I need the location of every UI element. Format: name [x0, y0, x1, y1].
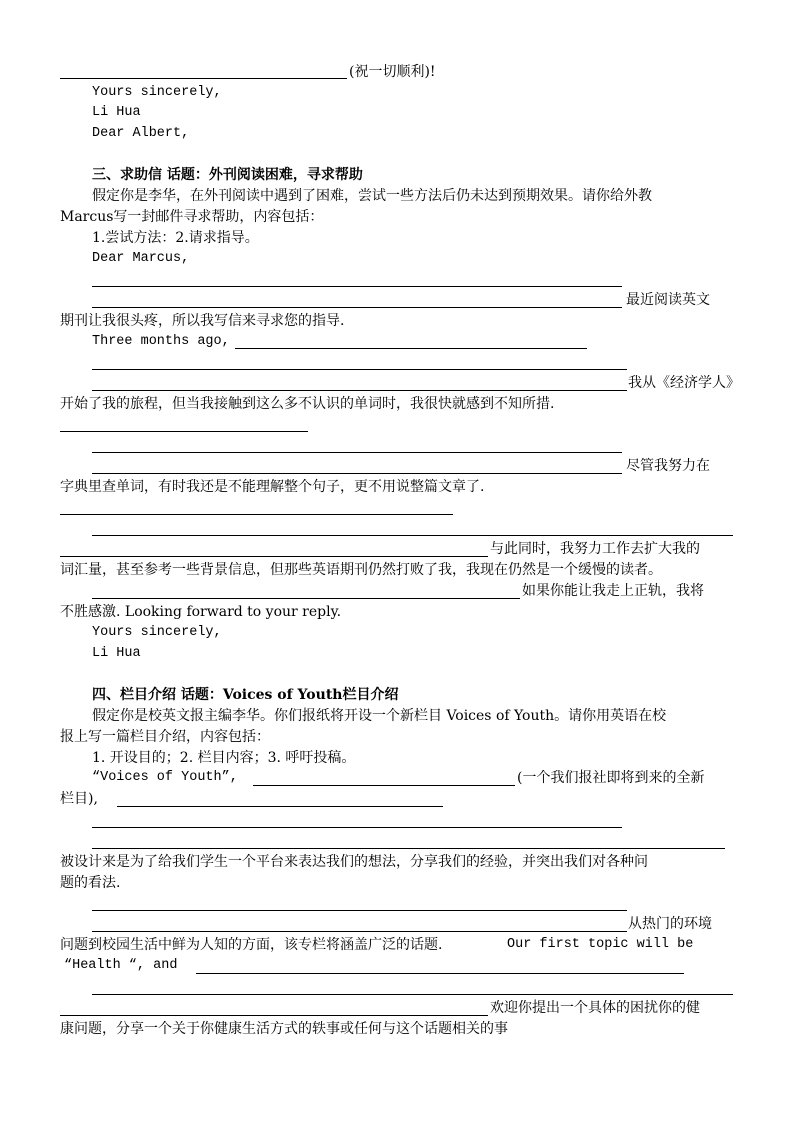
hint-text: 欢迎你提出一个具体的困扰你的健	[490, 1000, 700, 1016]
hint-text: 我从《经济学人》	[628, 375, 740, 391]
salutation: Dear Marcus,	[92, 251, 190, 266]
answer-line[interactable]	[92, 307, 622, 308]
answer-line[interactable]	[60, 78, 347, 79]
content-points: 1. 开设目的；2. 栏目内容；3. 呼吁投稿。	[92, 750, 356, 766]
hint-text: 尽管我努力在	[626, 458, 710, 474]
hint-text: 康问题，分享一个关于你健康生活方式的轶事或任何与这个话题相关的事	[60, 1021, 508, 1037]
hint-text: 如果你能让我走上正轨，我将	[522, 583, 704, 599]
prompt-text: 假定你是李华，在外刊阅读中遇到了困难，尝试一些方法后仍未达到预期效果。请你给外教	[92, 188, 652, 204]
prompt-text: 假定你是校英文报主编李华。你们报纸将开设一个新栏目 Voices of Youth。请你用英语在校	[92, 708, 667, 724]
sign-off: Yours sincerely,	[92, 625, 222, 640]
hint-text: 从热门的环境	[628, 916, 712, 932]
wish-label: (祝一切顺利)!	[349, 64, 436, 80]
answer-line[interactable]	[60, 556, 488, 557]
answer-start: “Voices of Youth”,	[92, 770, 238, 785]
answer-line[interactable]	[60, 514, 453, 515]
answer-line[interactable]	[60, 431, 308, 432]
answer-line[interactable]	[117, 806, 443, 807]
answer-line[interactable]	[60, 1015, 488, 1016]
hint-text: (一个我们报社即将到来的全新	[517, 770, 705, 786]
content-points: 1.尝试方法：2.请求指导。	[92, 230, 259, 246]
salutation: Dear Albert,	[92, 126, 190, 141]
hint-text: 题的看法.	[60, 875, 121, 891]
section-heading: 三、求助信 话题：外刊阅读困难，寻求帮助	[92, 167, 363, 183]
answer-line[interactable]	[92, 473, 622, 474]
answer-line[interactable]	[196, 973, 684, 974]
answer-line[interactable]	[92, 286, 622, 287]
hint-text: 开始了我的旅程，但当我接触到这么多不认识的单词时，我很快就感到不知所措.	[60, 396, 555, 412]
hint-text: 问题到校园生活中鲜为人知的方面，该专栏将涵盖广泛的话题.	[60, 937, 443, 953]
answer-line[interactable]	[92, 910, 627, 911]
answer-text: “Health “, and	[64, 958, 178, 973]
answer-line[interactable]	[92, 598, 520, 599]
prompt-text: Marcus写一封邮件寻求帮助，内容包括：	[60, 209, 324, 225]
hint-text: 期刊让我很头疼，所以我写信来寻求您的指导.	[60, 313, 345, 329]
hint-text: 最近阅读英文	[626, 292, 710, 308]
prompt-text: 报上写一篇栏目介绍，内容包括：	[60, 729, 270, 745]
answer-line[interactable]	[92, 848, 725, 849]
section-heading: 四、栏目介绍 话题：Voices of Youth栏目介绍	[92, 687, 399, 703]
answer-line[interactable]	[235, 348, 587, 349]
answer-start: Three months ago,	[92, 334, 230, 349]
signature-name: Li Hua	[92, 105, 141, 120]
hint-text: 被设计来是为了给我们学生一个平台来表达我们的想法，分享我们的经验，并突出我们对各种问	[60, 854, 648, 870]
answer-line[interactable]	[92, 390, 627, 391]
answer-line[interactable]	[92, 827, 622, 828]
sign-off: Yours sincerely,	[92, 85, 222, 100]
answer-line[interactable]	[92, 931, 627, 932]
signature-name: Li Hua	[92, 646, 141, 661]
answer-line[interactable]	[92, 535, 733, 536]
answer-line[interactable]	[253, 785, 515, 786]
hint-text: 栏目),	[60, 791, 98, 807]
answer-line[interactable]	[92, 369, 627, 370]
answer-line[interactable]	[92, 994, 733, 995]
hint-text: 不胜感激. Looking forward to your reply.	[60, 604, 342, 620]
answer-text: Our first topic will be	[507, 937, 694, 952]
answer-line[interactable]	[92, 452, 622, 453]
hint-text: 字典里查单词，有时我还是不能理解整个句子，更不用说整篇文章了.	[60, 479, 485, 495]
hint-text: 词汇量，甚至参考一些背景信息，但那些英语期刊仍然打败了我，我现在仍然是一个缓慢的读者。	[60, 562, 662, 578]
hint-text: 与此同时，我努力工作去扩大我的	[490, 541, 700, 557]
